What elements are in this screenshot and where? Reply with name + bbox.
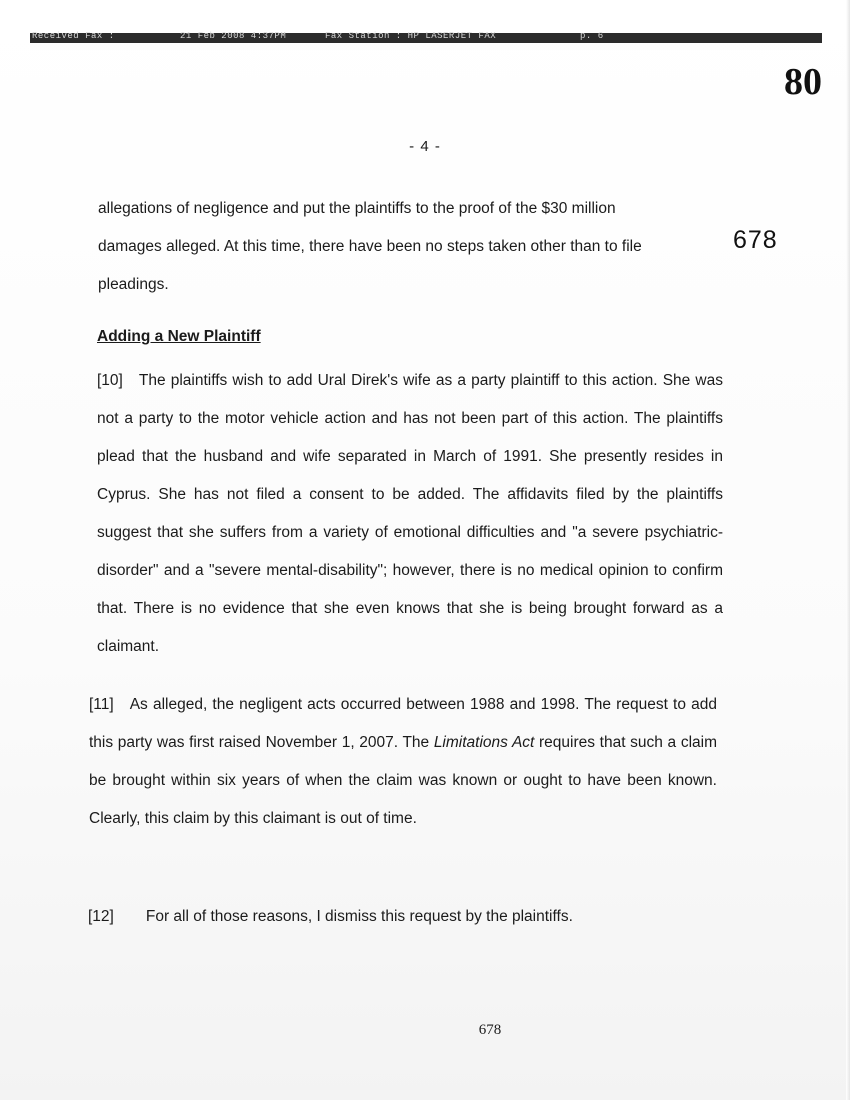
section-heading: Adding a New Plaintiff <box>97 328 261 345</box>
paragraph-number: [12] <box>88 908 114 925</box>
page-edge <box>846 0 850 1100</box>
footer-page-number: 678 <box>478 1022 502 1038</box>
intro-paragraph <box>98 190 728 304</box>
paragraph-text: As alleged, the negligent acts occurred between 1988 and 1998. The request to add this party was first raised November 1, 2007. The <box>89 696 717 751</box>
paragraph-12 <box>88 898 718 936</box>
page-number: - 4 - <box>409 138 441 155</box>
statute-title: Limitations Act <box>433 734 535 751</box>
fax-received-label: Received Fax : <box>32 31 115 41</box>
fax-station: Fax Station : HP LASERJET FAX <box>325 31 497 41</box>
side-page-number: 678 <box>733 226 778 254</box>
intro-line: pleadings. <box>98 276 169 293</box>
paragraph-text-continued: requires that such a claim be brought within six years of when the claim was known or ought to have been known. Clearly, this claim by this claimant is out of time. <box>89 734 717 827</box>
fax-datetime: 21 Feb 2008 4:37PM <box>180 31 287 41</box>
fax-page: p. 6 <box>580 31 604 41</box>
paragraph-11 <box>89 686 717 838</box>
paragraph-10 <box>97 362 723 666</box>
stamp-number: 80 <box>784 61 822 103</box>
intro-line: damages alleged. At this time, there have been no steps taken other than to file <box>98 238 642 255</box>
paragraph-number: [11] <box>89 696 114 713</box>
intro-line: allegations of negligence and put the plaintiffs to the proof of the $30 million <box>98 200 616 217</box>
paragraph-text: For all of those reasons, I dismiss this request by the plaintiffs. <box>145 908 573 925</box>
paragraph-text: The plaintiffs wish to add Ural Direk's wife as a party plaintiff to this action. She was not a party to the motor vehicle action and has not been part of this action. The plaintiffs plead that the husband and wife separated in March of 1991. She presently resides in Cyprus. She has not filed a consent to be added. The affidavits filed by the plaintiffs suggest that she suffers from a variety of emotional difficulties and "a severe psychiatric-disorder" and a "severe mental-disability"; however, there is no medical opinion to confirm that. There is no evidence that she even knows that she is being brought forward as a claimant. <box>97 372 723 655</box>
fax-header-bar <box>30 33 822 43</box>
paragraph-number: [10] <box>97 372 123 389</box>
